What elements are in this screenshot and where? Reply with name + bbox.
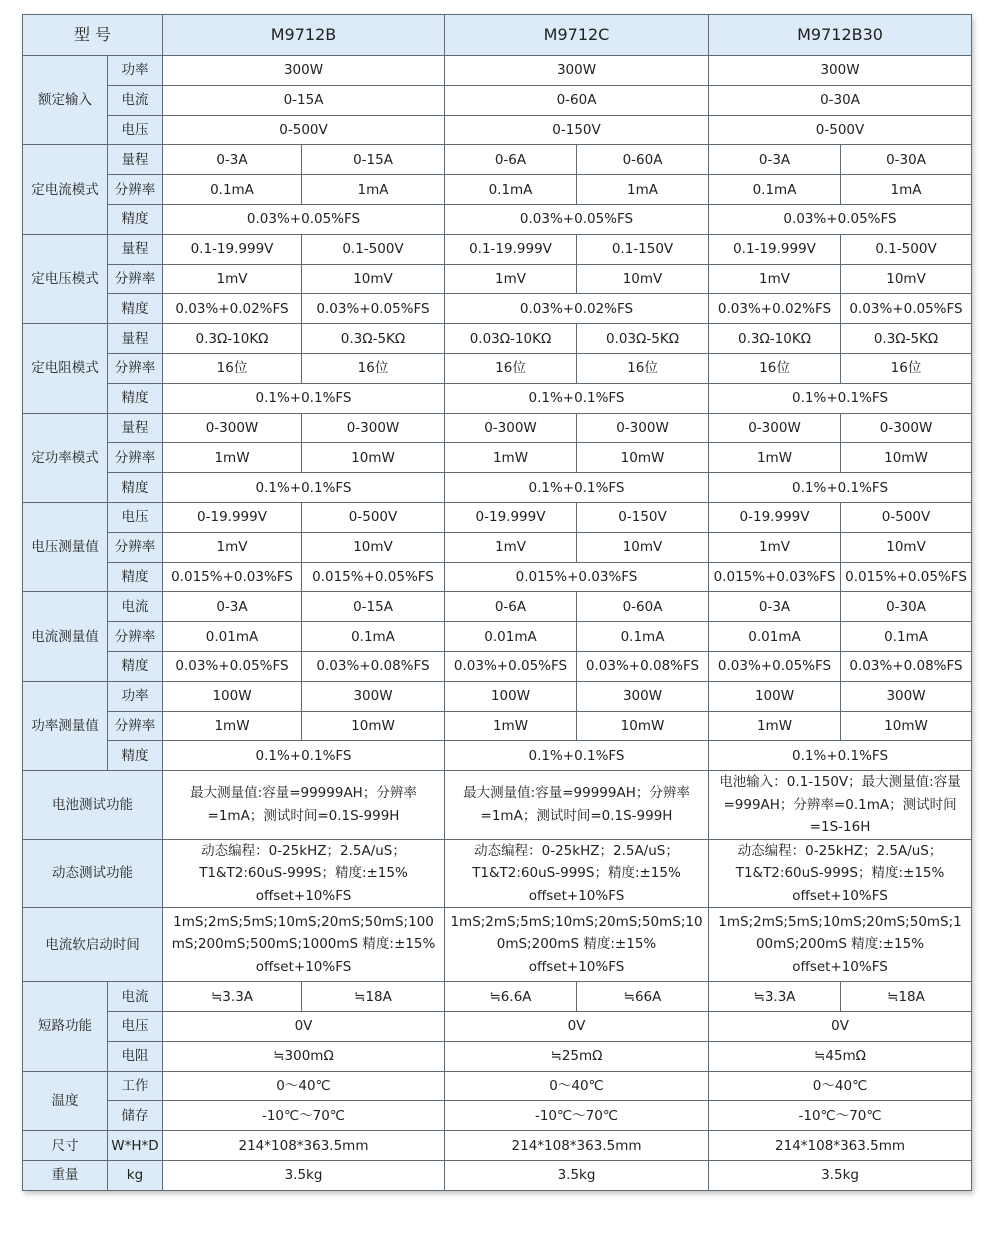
spec-cell-value: 0.1%+0.1%FS — [709, 473, 972, 503]
weight-label: 重量 — [23, 1160, 108, 1190]
spec-cell-value: 300W — [577, 681, 709, 711]
feature-line: T1&T2:60uS-999S；精度:±15% — [735, 865, 945, 882]
sub-label: 电流 — [108, 592, 163, 622]
spec-cell-value: 1mV — [445, 532, 577, 562]
feature-value — [709, 908, 972, 982]
spec-cell-value: 0-30A — [841, 592, 972, 622]
feature-line: =1mA；测试时间=0.1S-999H — [480, 807, 673, 824]
feature-value — [445, 771, 709, 840]
spec-table — [22, 14, 972, 1191]
feature-line: T1&T2:60uS-999S；精度:±15% — [199, 865, 408, 882]
spec-cell-value: 1mV — [709, 532, 841, 562]
spec-cell-value: 0.03Ω-5KΩ — [577, 324, 709, 354]
spec-cell-value: 0V — [709, 1011, 972, 1041]
spec-cell-value: 0-19.999V — [445, 502, 577, 532]
spec-cell-value: ≒45mΩ — [709, 1041, 972, 1071]
feature-line: 动态编程：0-25kHZ；2.5A/uS； — [201, 842, 406, 859]
spec-cell-value: 300W — [841, 681, 972, 711]
spec-cell-value: 300W — [302, 681, 445, 711]
feature-line: offset+10%FS — [255, 958, 352, 975]
spec-cell-value: 0-30A — [841, 145, 972, 175]
spec-cell-value: 10mV — [841, 264, 972, 294]
spec-cell-value: 0.015%+0.03%FS — [709, 562, 841, 592]
spec-cell-value: 0-3A — [709, 592, 841, 622]
feature-line: =1S-16H — [809, 819, 871, 836]
feature-label: 电池测试功能 — [23, 771, 163, 840]
sub-label: 工作 — [108, 1071, 163, 1101]
spec-cell-value: 10mW — [577, 711, 709, 741]
model-header-label: 型 号 — [23, 15, 163, 56]
sub-label: 电流 — [108, 85, 163, 115]
spec-cell-value: 0-3A — [163, 592, 302, 622]
spec-cell-value: 0.1-19.999V — [709, 234, 841, 264]
sub-label: 功率 — [108, 56, 163, 86]
spec-cell-value: 0-300W — [445, 413, 577, 443]
spec-cell-value: -10℃～70℃ — [709, 1101, 972, 1131]
size-cell-value: 214*108*363.5mm — [445, 1131, 709, 1161]
spec-cell-value: 0～40℃ — [445, 1071, 709, 1101]
spec-cell-value: 0.03%+0.05%FS — [163, 204, 445, 234]
spec-cell-value: 0.1%+0.1%FS — [163, 473, 445, 503]
spec-cell-value: 1mW — [163, 443, 302, 473]
spec-cell-value: 0.03%+0.08%FS — [841, 651, 972, 681]
spec-cell-value: 16位 — [709, 353, 841, 383]
spec-cell-value: 10mV — [577, 532, 709, 562]
spec-cell-value: 0.1mA — [577, 622, 709, 652]
sub-label: 精度 — [108, 741, 163, 771]
spec-cell-value: 0-500V — [302, 502, 445, 532]
feature-value — [163, 839, 445, 908]
sub-label: 精度 — [108, 383, 163, 413]
sub-label: 精度 — [108, 473, 163, 503]
spec-cell-value: 0-300W — [577, 413, 709, 443]
feature-line: 动态编程：0-25kHZ；2.5A/uS； — [474, 842, 679, 859]
sub-label: 分辨率 — [108, 443, 163, 473]
section-label: 定电阻模式 — [23, 324, 108, 413]
spec-cell-value: 10mW — [302, 711, 445, 741]
sub-label: 电压 — [108, 1011, 163, 1041]
spec-cell-value: 0V — [163, 1011, 445, 1041]
spec-cell-value: 16位 — [163, 353, 302, 383]
feature-line: =999AH；分辨率=0.1mA；测试时间 — [723, 796, 957, 813]
feature-value — [445, 839, 709, 908]
spec-cell-value: 10mW — [841, 443, 972, 473]
feature-line: offset+10%FS — [255, 887, 352, 904]
spec-cell-value: 0.1%+0.1%FS — [445, 383, 709, 413]
spec-cell-value: 1mW — [709, 443, 841, 473]
spec-cell-value: 0.3Ω-5KΩ — [302, 324, 445, 354]
size-cell-value: 214*108*363.5mm — [709, 1131, 972, 1161]
sub-label: 电压 — [108, 502, 163, 532]
feature-line: 电池输入：0.1-150V；最大测量值:容量 — [719, 774, 961, 791]
sub-label: 分辨率 — [108, 711, 163, 741]
spec-cell-value: ≒25mΩ — [445, 1041, 709, 1071]
spec-cell-value: 10mV — [302, 532, 445, 562]
spec-cell-value: 0.01mA — [163, 622, 302, 652]
feature-line: 1mS;2mS;5mS;10mS;20mS;50mS;100 — [173, 913, 434, 930]
sub-label: 精度 — [108, 204, 163, 234]
spec-cell-value: -10℃～70℃ — [163, 1101, 445, 1131]
weight-cell-value: 3.5kg — [445, 1160, 709, 1190]
spec-cell-value: 0.1mA — [302, 622, 445, 652]
spec-cell-value: ≒3.3A — [163, 982, 302, 1012]
spec-cell-value: 0.1-19.999V — [445, 234, 577, 264]
spec-cell-value: 0.03%+0.05%FS — [445, 651, 577, 681]
feature-line: 动态编程：0-25kHZ；2.5A/uS； — [737, 842, 943, 859]
spec-cell-value: 1mV — [445, 264, 577, 294]
spec-cell-value: 0.03%+0.05%FS — [445, 204, 709, 234]
model-header: M9712B — [163, 15, 445, 56]
spec-cell-value: 0-19.999V — [163, 502, 302, 532]
spec-cell-value: 1mA — [302, 175, 445, 205]
section-label: 电压测量值 — [23, 502, 108, 591]
spec-cell-value: 0.01mA — [445, 622, 577, 652]
spec-cell-value: 0.03%+0.05%FS — [709, 651, 841, 681]
sub-label: 分辨率 — [108, 353, 163, 383]
weight-cell-value: 3.5kg — [709, 1160, 972, 1190]
spec-cell-value: 0.3Ω-5KΩ — [841, 324, 972, 354]
feature-line: T1&T2:60uS-999S；精度:±15% — [472, 865, 681, 882]
weight-sub-label: kg — [108, 1160, 163, 1190]
spec-cell-value: 0～40℃ — [709, 1071, 972, 1101]
spec-cell-value: 100W — [445, 681, 577, 711]
section-label: 定电压模式 — [23, 234, 108, 323]
spec-cell-value: 1mA — [577, 175, 709, 205]
spec-cell-value: 0-300W — [709, 413, 841, 443]
feature-label: 电流软启动时间 — [23, 908, 163, 982]
sub-label: 储存 — [108, 1101, 163, 1131]
spec-cell-value: 0.015%+0.05%FS — [302, 562, 445, 592]
spec-cell-value: 0-500V — [163, 115, 445, 145]
feature-line: offset+10%FS — [792, 958, 888, 975]
feature-value — [445, 908, 709, 982]
spec-cell-value: 1mW — [445, 443, 577, 473]
spec-cell-value: 0.03%+0.05%FS — [841, 294, 972, 324]
section-label: 定电流模式 — [23, 145, 108, 234]
spec-cell-value: 0.015%+0.05%FS — [841, 562, 972, 592]
spec-cell-value: 0.01mA — [709, 622, 841, 652]
spec-cell-value: 300W — [445, 56, 709, 86]
spec-cell-value: 100W — [163, 681, 302, 711]
feature-line: 最大测量值:容量=99999AH；分辨率 — [463, 785, 690, 802]
spec-cell-value: 0.03%+0.08%FS — [577, 651, 709, 681]
model-header: M9712C — [445, 15, 709, 56]
feature-line: 1mS;2mS;5mS;10mS;20mS;50mS;10 — [450, 913, 703, 930]
feature-line: 最大测量值:容量=99999AH；分辨率 — [190, 785, 417, 802]
spec-cell-value: 0.3Ω-10KΩ — [709, 324, 841, 354]
spec-cell-value: 0.1mA — [841, 622, 972, 652]
sub-label: 分辨率 — [108, 622, 163, 652]
spec-cell-value: 10mW — [577, 443, 709, 473]
spec-cell-value: ≒300mΩ — [163, 1041, 445, 1071]
feature-line: offset+10%FS — [792, 887, 888, 904]
spec-cell-value: 0-500V — [709, 115, 972, 145]
spec-cell-value: 0-15A — [302, 592, 445, 622]
sub-label: 量程 — [108, 234, 163, 264]
sub-label: 分辨率 — [108, 264, 163, 294]
spec-cell-value: 0.03%+0.05%FS — [163, 651, 302, 681]
feature-line: offset+10%FS — [528, 887, 625, 904]
sub-label: 电流 — [108, 982, 163, 1012]
spec-cell-value: 0.03%+0.05%FS — [302, 294, 445, 324]
spec-cell-value: 1mV — [163, 264, 302, 294]
spec-cell-value: 16位 — [302, 353, 445, 383]
temperature-label: 温度 — [23, 1071, 108, 1131]
spec-cell-value: 10mV — [577, 264, 709, 294]
feature-line: 0mS;200mS 精度:±15% — [496, 936, 657, 953]
spec-cell-value: 0-300W — [163, 413, 302, 443]
spec-cell-value: 10mW — [841, 711, 972, 741]
spec-cell-value: 0-15A — [163, 85, 445, 115]
spec-cell-value: 0.1%+0.1%FS — [709, 383, 972, 413]
spec-cell-value: 0.1-150V — [577, 234, 709, 264]
feature-line: mS;200mS;500mS;1000mS 精度:±15% — [171, 936, 436, 953]
spec-cell-value: 0-3A — [709, 145, 841, 175]
spec-cell-value: 1mV — [163, 532, 302, 562]
spec-cell-value: 100W — [709, 681, 841, 711]
spec-cell-value: ≒66A — [577, 982, 709, 1012]
spec-cell-value: ≒3.3A — [709, 982, 841, 1012]
spec-cell-value: 0.015%+0.03%FS — [163, 562, 302, 592]
sub-label: 量程 — [108, 413, 163, 443]
spec-cell-value: 10mV — [841, 532, 972, 562]
spec-cell-value: 0-300W — [841, 413, 972, 443]
section-label: 电流测量值 — [23, 592, 108, 681]
sub-label: 精度 — [108, 294, 163, 324]
spec-cell-value: 1mV — [709, 264, 841, 294]
spec-cell-value: 0.03%+0.02%FS — [709, 294, 841, 324]
spec-cell-value: 1mA — [841, 175, 972, 205]
spec-cell-value: 0.015%+0.03%FS — [445, 562, 709, 592]
feature-value — [709, 771, 972, 840]
section-label: 额定输入 — [23, 56, 108, 145]
sub-label: 分辨率 — [108, 175, 163, 205]
feature-line: offset+10%FS — [528, 958, 625, 975]
size-cell-value: 214*108*363.5mm — [163, 1131, 445, 1161]
spec-cell-value: 0.1%+0.1%FS — [163, 383, 445, 413]
spec-cell-value: ≒18A — [841, 982, 972, 1012]
spec-cell-value: 16位 — [577, 353, 709, 383]
spec-cell-value: 0.1%+0.1%FS — [445, 741, 709, 771]
spec-cell-value: 0.1-500V — [841, 234, 972, 264]
spec-cell-value: 0.1%+0.1%FS — [445, 473, 709, 503]
spec-cell-value: 16位 — [841, 353, 972, 383]
feature-value — [709, 839, 972, 908]
spec-cell-value: 0.1mA — [445, 175, 577, 205]
spec-cell-value: 0.1%+0.1%FS — [709, 741, 972, 771]
size-label: 尺寸 — [23, 1131, 108, 1161]
sub-label: 功率 — [108, 681, 163, 711]
spec-cell-value: 0V — [445, 1011, 709, 1041]
feature-value — [163, 908, 445, 982]
sub-label: 量程 — [108, 145, 163, 175]
spec-cell-value: 0-15A — [302, 145, 445, 175]
spec-cell-value: 0.1-19.999V — [163, 234, 302, 264]
spec-cell-value: 0-300W — [302, 413, 445, 443]
feature-line: 00mS;200mS 精度:±15% — [755, 936, 925, 953]
spec-cell-value: 0-60A — [577, 145, 709, 175]
sub-label: 量程 — [108, 324, 163, 354]
spec-cell-value: 1mW — [445, 711, 577, 741]
spec-cell-value: 0～40℃ — [163, 1071, 445, 1101]
spec-cell-value: 0-60A — [577, 592, 709, 622]
sub-label: 分辨率 — [108, 532, 163, 562]
spec-cell-value: 0-19.999V — [709, 502, 841, 532]
model-header: M9712B30 — [709, 15, 972, 56]
size-sub-label: W*H*D — [108, 1131, 163, 1161]
spec-cell-value: 0.1%+0.1%FS — [163, 741, 445, 771]
spec-cell-value: 0-500V — [841, 502, 972, 532]
spec-cell-value: 1mW — [709, 711, 841, 741]
spec-cell-value: 0-150V — [445, 115, 709, 145]
feature-line: =1mA；测试时间=0.1S-999H — [207, 807, 400, 824]
spec-cell-value: 1mW — [163, 711, 302, 741]
sub-label: 精度 — [108, 562, 163, 592]
section-label: 功率测量值 — [23, 681, 108, 770]
feature-value — [163, 771, 445, 840]
spec-cell-value: 0.03%+0.02%FS — [163, 294, 302, 324]
sub-label: 电压 — [108, 115, 163, 145]
spec-cell-value: 0-6A — [445, 145, 577, 175]
spec-cell-value: 300W — [709, 56, 972, 86]
spec-cell-value: 0-150V — [577, 502, 709, 532]
spec-cell-value: ≒18A — [302, 982, 445, 1012]
short-circuit-label: 短路功能 — [23, 982, 108, 1071]
spec-cell-value: 0.1mA — [163, 175, 302, 205]
spec-cell-value: 0.03Ω-10KΩ — [445, 324, 577, 354]
weight-cell-value: 3.5kg — [163, 1160, 445, 1190]
spec-cell-value: 0.1-500V — [302, 234, 445, 264]
spec-cell-value: 0.03%+0.08%FS — [302, 651, 445, 681]
spec-cell-value: 0-3A — [163, 145, 302, 175]
spec-cell-value: 16位 — [445, 353, 577, 383]
sub-label: 精度 — [108, 651, 163, 681]
feature-line: 1mS;2mS;5mS;10mS;20mS;50mS;1 — [718, 913, 962, 930]
spec-cell-value: 0-60A — [445, 85, 709, 115]
spec-cell-value: 300W — [163, 56, 445, 86]
spec-cell-value: ≒6.6A — [445, 982, 577, 1012]
spec-cell-value: 0.3Ω-10KΩ — [163, 324, 302, 354]
spec-cell-value: 0-6A — [445, 592, 577, 622]
spec-cell-value: 0.03%+0.05%FS — [709, 204, 972, 234]
spec-cell-value: 10mV — [302, 264, 445, 294]
spec-cell-value: -10℃～70℃ — [445, 1101, 709, 1131]
spec-cell-value: 0-30A — [709, 85, 972, 115]
spec-cell-value: 10mW — [302, 443, 445, 473]
spec-cell-value: 0.1mA — [709, 175, 841, 205]
section-label: 定功率模式 — [23, 413, 108, 502]
sub-label: 电阻 — [108, 1041, 163, 1071]
feature-label: 动态测试功能 — [23, 839, 163, 908]
spec-cell-value: 0.03%+0.02%FS — [445, 294, 709, 324]
